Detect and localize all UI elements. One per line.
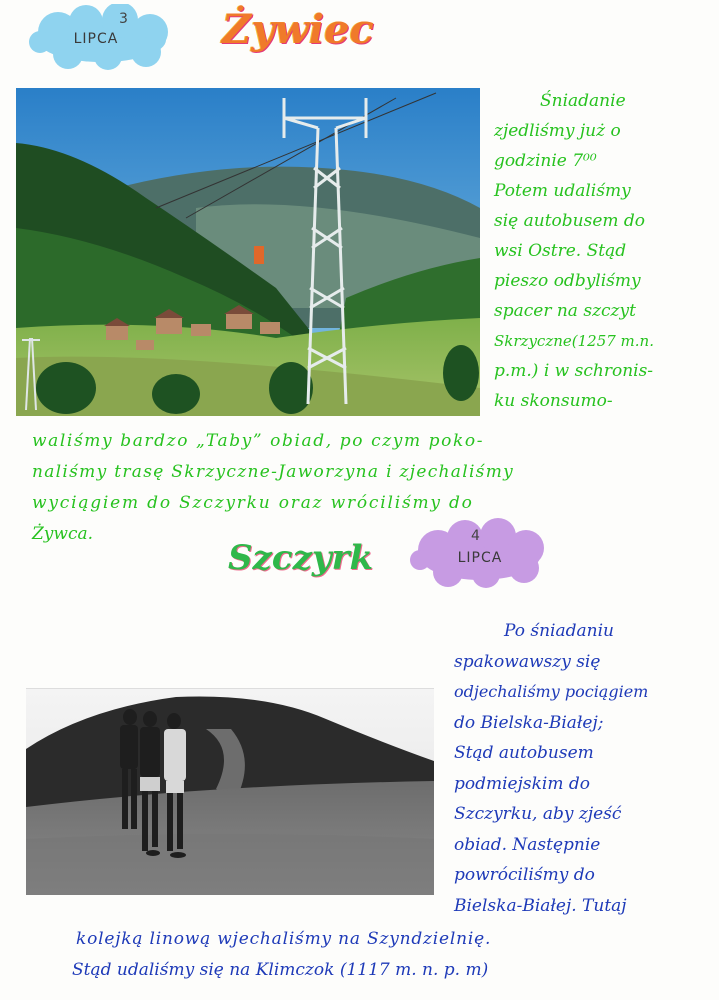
text-line: podmiejskim do — [454, 773, 590, 794]
text-line: Skrzyczne(1257 m.n. — [494, 332, 654, 350]
text-line: ku skonsumo- — [494, 391, 613, 411]
text-line: kolejką linową wjechaliśmy na Szyndzielnię. — [76, 929, 492, 949]
text-line: p.m.) i w schronis- — [494, 361, 654, 381]
badge-month: LIPCA — [73, 31, 119, 47]
badge-day-number: 4 — [471, 528, 481, 544]
place-title-zywiec: Żywiec — [222, 6, 374, 53]
text-line: Po śniadaniu — [504, 621, 614, 641]
text-line: wyciągiem do Szczyrku oraz wróciliśmy do — [32, 493, 474, 513]
text-line: Żywca. — [32, 524, 94, 544]
text-line: spakowawszy się — [454, 651, 601, 672]
text-line: Bielska-Białej. Tutaj — [454, 895, 627, 916]
text-line: Stąd udaliśmy się na Klimczok (1117 m. n. p. m) — [72, 960, 489, 980]
text-line: pieszo odbyliśmy — [494, 271, 641, 291]
photo-hikers-bw — [26, 688, 434, 895]
text-line: obiad. Następnie — [454, 834, 601, 855]
day1-right-text — [494, 86, 714, 416]
place-title-szczyrk: Szczyrk — [228, 538, 374, 578]
day1-full-text — [32, 426, 712, 550]
text-line: wsi Ostre. Stąd — [494, 241, 627, 261]
photo-ski-lift — [16, 88, 480, 416]
day2-full-text — [72, 924, 712, 986]
badge-month: LIPCA — [457, 550, 503, 566]
text-line: waliśmy bardzo „Taby” obiad, po czym poko- — [32, 431, 485, 451]
text-line: Potem udaliśmy — [494, 181, 631, 201]
badge-day-number: 3 — [119, 11, 129, 27]
text-line: powróciliśmy do — [454, 865, 595, 885]
text-line: odjechaliśmy pociągiem — [454, 682, 649, 701]
date-badge-day1 — [28, 4, 176, 70]
text-line: do Bielska-Białej; — [454, 712, 604, 733]
text-line: Szczyrku, aby zjeść — [454, 804, 622, 824]
text-line: naliśmy trasę Skrzyczne-Jaworzyna i zjechaliśmy — [32, 462, 515, 482]
text-line: Stąd autobusem — [454, 743, 594, 763]
text-line: spacer na szczyt — [494, 301, 636, 321]
text-line: zjedliśmy już o — [494, 121, 621, 141]
text-line: godzinie 7⁰⁰ — [494, 151, 597, 171]
date-badge-day2 — [410, 518, 550, 588]
text-line: Śniadanie — [540, 91, 626, 111]
text-line: się autobusem do — [494, 211, 646, 231]
day2-right-text — [454, 616, 716, 921]
